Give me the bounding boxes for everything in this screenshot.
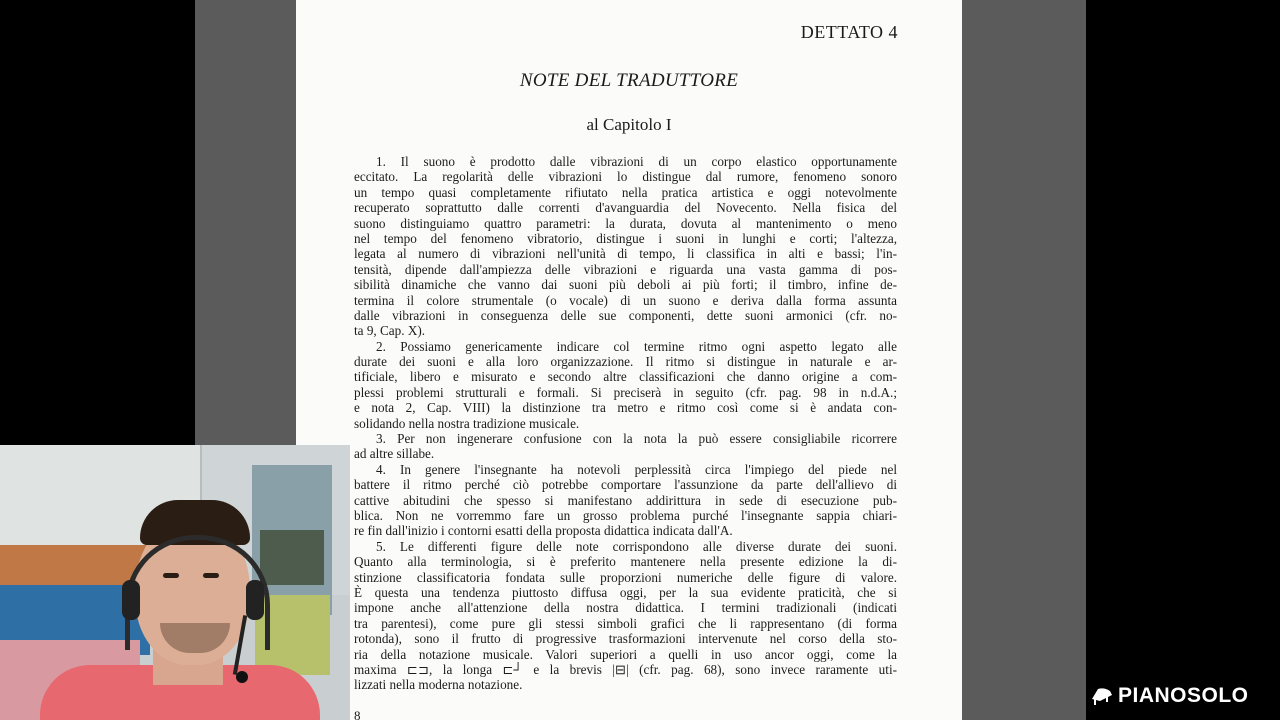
text-line: solidando nella nostra tradizione musicale. — [354, 415, 580, 431]
scanned-page — [296, 0, 962, 720]
page-header: DETTATO 4 — [800, 22, 898, 42]
text-line: durate dei suoni e alla loro organizzazione. Il ritmo si distingue in naturale e ar- — [354, 354, 897, 370]
text-line: lizzati nella moderna notazione. — [354, 677, 523, 693]
text-line: e nota 2, Cap. VIII) la distinzione tra metro e ritmo così come si è andata con- — [354, 400, 897, 416]
text-line: 1. Il suono è prodotto dalle vibrazioni di un corpo elastico opportunamente — [376, 154, 897, 169]
text-line: cattive abitudini che spesso si manifestano addirittura in sede di esecuzione pub- — [354, 492, 897, 508]
text-line: ria della notazione musicale. Valori superiori a quelli in uso ancor oggi, come la — [354, 646, 897, 662]
text-line: suono distinguiamo quattro parametri: la durata, dovuta al mantenimento o meno — [354, 215, 897, 231]
text-line: 5. Le differenti figure delle note corrispondono alle diverse durate dei suoni. — [376, 538, 897, 554]
microphone-icon — [236, 671, 248, 683]
page-title: NOTE DEL TRADUTTORE — [519, 70, 739, 91]
page-body — [354, 154, 897, 693]
text-line: battere il ritmo perché ciò potrebbe comportare l'assunzione da parte dell'allievo di — [354, 477, 897, 493]
text-line: tensità, dipende dall'ampiezza delle vibrazioni e riguarda una vasta gamma di pos- — [354, 261, 897, 277]
webcam-poster-detail — [260, 530, 324, 585]
text-line: termina il colore strumentale (o vocale) di un suono e deriva dalla forma assunta — [354, 292, 897, 308]
text-line: eccitato. La regolarità delle vibrazioni lo distingue dal rumore, fenomeno sonoro — [354, 169, 897, 185]
text-line: re fin dall'inizio i contorni esatti della proposta didattica indicata dall'A. — [354, 523, 733, 539]
text-line: Quanto alla terminologia, si è preferito mantenere nella presente edizione la di- — [354, 554, 897, 570]
text-line: 4. In genere l'insegnante ha notevoli perplessità circa l'impiego del piede nel — [376, 461, 897, 477]
text-line: legata al numero di vibrazioni nell'unità di tempo, li classifica in alti e bassi; l'in- — [354, 246, 897, 262]
text-line: È questa una tendenza piuttosto diffusa oggi, per la sua evidente praticità, che si — [354, 584, 897, 600]
text-line: maxima ⊏⊐, la longa ⊏┘ e la brevis |⊟| (cfr. pag. 68), sono invece raramente uti- — [354, 661, 897, 677]
right-frame — [962, 0, 1086, 720]
logo-text: PIANOSOLO — [1118, 684, 1249, 707]
text-line: tra parentesi), come pure gli stessi simboli grafici che li rappresentano (di forma — [354, 615, 897, 631]
text-line: impone anche all'attenzione della nostra didattica. I termini tradizionali (indicati — [354, 600, 897, 616]
text-line: 3. Per non ingenerare confusione con la nota la può essere consigliabile ricorrere — [376, 431, 897, 447]
text-line: plessi problemi strutturali e formali. Si preciserà in seguito (cfr. pag. 98 in n.d.A.; — [354, 384, 897, 400]
text-line: blica. Non ne vorremmo fare un grosso problema purché l'insegnante sappia chiari- — [354, 507, 897, 523]
text-line: ta 9, Cap. X). — [354, 323, 426, 339]
page-subtitle: al Capitolo I — [586, 115, 672, 134]
page-number: 8 — [354, 708, 361, 720]
text-line: sibilità dinamiche che vanno dai suoni più deboli ai più forti; il timbro, infine de- — [354, 277, 897, 293]
text-line: recuperato soprattutto dalle correnti d'avanguardia del Novecento. Nella fisica del — [354, 200, 897, 216]
text-line: dalle vibrazioni in conseguenza delle sue componenti, dette suoni armonici (cfr. no- — [354, 307, 897, 323]
text-line: ad altre sillabe. — [354, 446, 435, 462]
webcam-cabinet — [0, 445, 102, 545]
text-line: tificiale, libero e misurato e secondo altre classificazioni che danno origine a com- — [354, 369, 897, 385]
text-line: un tempo quasi completamente rifiutato nella pratica artistica e oggi notevolmente — [354, 184, 897, 200]
piano-icon — [1090, 685, 1114, 707]
text-line: rotonda), sono il frutto di progressive trasformazioni intervenute nel corso della sto- — [354, 631, 897, 647]
text-line: stinzione classificatoria fondata sulle proporzioni numeriche delle figure di valore. — [354, 569, 897, 585]
headphone-cup — [122, 580, 140, 620]
text-line: 2. Possiamo genericamente indicare col termine ritmo ogni aspetto legato alle — [376, 338, 897, 354]
text-line: nel tempo del fenomeno vibratorio, distingue i suoni in lunghi e corti; l'altezza, — [354, 230, 897, 246]
webcam-overlay — [0, 445, 350, 720]
headphone-cup — [246, 580, 264, 620]
pianosolo-logo — [1090, 683, 1249, 709]
